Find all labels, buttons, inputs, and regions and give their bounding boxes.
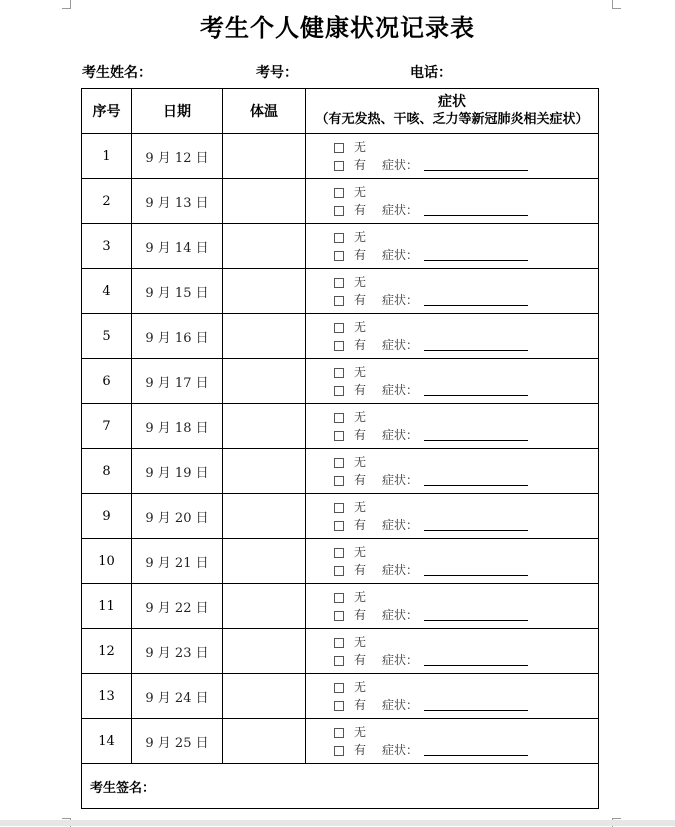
option-none-line bbox=[306, 273, 598, 291]
symptoms-cell bbox=[306, 674, 599, 719]
option-none-label: 无 bbox=[354, 275, 367, 289]
option-yes-line bbox=[306, 426, 598, 444]
option-none-label: 无 bbox=[354, 320, 367, 334]
option-yes-label: 有 bbox=[354, 743, 367, 757]
temperature-cell[interactable] bbox=[223, 404, 306, 449]
symptom-label: 症状： bbox=[382, 158, 419, 172]
checkbox-none[interactable] bbox=[334, 413, 344, 423]
header-num: 序号 bbox=[82, 89, 132, 134]
header-date: 日期 bbox=[132, 89, 223, 134]
checkbox-none[interactable] bbox=[334, 728, 344, 738]
checkbox-none[interactable] bbox=[334, 548, 344, 558]
row-date: 9 月 18 日 bbox=[132, 404, 223, 449]
option-none-line bbox=[306, 678, 598, 696]
checkbox-none[interactable] bbox=[334, 233, 344, 243]
option-yes-label: 有 bbox=[354, 428, 367, 442]
option-none-line bbox=[306, 498, 598, 516]
name-label: 考生姓名： bbox=[82, 65, 152, 81]
row-number: 1 bbox=[82, 134, 132, 179]
signature-row bbox=[82, 764, 599, 809]
checkbox-yes[interactable] bbox=[334, 611, 344, 621]
header-symptoms-title: 症状 bbox=[438, 94, 466, 110]
symptom-input-line[interactable] bbox=[424, 350, 528, 351]
option-none-label: 无 bbox=[354, 500, 367, 514]
symptoms-cell bbox=[306, 314, 599, 359]
option-none-label: 无 bbox=[354, 185, 367, 199]
option-none-label: 无 bbox=[354, 590, 367, 604]
row-number: 9 bbox=[82, 494, 132, 539]
temperature-cell[interactable] bbox=[223, 449, 306, 494]
symptom-label: 症状： bbox=[382, 248, 419, 262]
row-date: 9 月 16 日 bbox=[132, 314, 223, 359]
option-none-line bbox=[306, 453, 598, 471]
table-row bbox=[82, 179, 599, 224]
document-title: 考生个人健康状况记录表 bbox=[200, 13, 475, 42]
temperature-cell[interactable] bbox=[223, 224, 306, 269]
checkbox-none[interactable] bbox=[334, 323, 344, 333]
option-yes-line bbox=[306, 471, 598, 489]
option-none-label: 无 bbox=[354, 410, 367, 424]
option-yes-line bbox=[306, 381, 598, 399]
row-number: 7 bbox=[82, 404, 132, 449]
header-symptoms-subtitle: （有无发热、干咳、乏力等新冠肺炎相关症状） bbox=[315, 112, 589, 127]
symptom-label: 症状： bbox=[382, 293, 419, 307]
table-row bbox=[82, 494, 599, 539]
table-row bbox=[82, 584, 599, 629]
row-date: 9 月 13 日 bbox=[132, 179, 223, 224]
option-yes-label: 有 bbox=[354, 698, 367, 712]
option-yes-line bbox=[306, 336, 598, 354]
symptom-label: 症状： bbox=[382, 518, 419, 532]
row-number: 5 bbox=[82, 314, 132, 359]
symptoms-cell bbox=[306, 404, 599, 449]
symptoms-cell bbox=[306, 224, 599, 269]
row-number: 10 bbox=[82, 539, 132, 584]
checkbox-none[interactable] bbox=[334, 683, 344, 693]
row-number: 3 bbox=[82, 224, 132, 269]
table-row bbox=[82, 134, 599, 179]
symptoms-cell bbox=[306, 134, 599, 179]
option-yes-line bbox=[306, 246, 598, 264]
checkbox-yes[interactable] bbox=[334, 746, 344, 756]
option-none-label: 无 bbox=[354, 680, 367, 694]
checkbox-yes[interactable] bbox=[334, 656, 344, 666]
temperature-cell[interactable] bbox=[223, 674, 306, 719]
row-date: 9 月 12 日 bbox=[132, 134, 223, 179]
symptom-input-line[interactable] bbox=[424, 710, 528, 711]
table-row bbox=[82, 269, 599, 314]
row-date: 9 月 15 日 bbox=[132, 269, 223, 314]
option-yes-label: 有 bbox=[354, 563, 367, 577]
option-none-line bbox=[306, 228, 598, 246]
checkbox-none[interactable] bbox=[334, 503, 344, 513]
symptom-input-line[interactable] bbox=[424, 215, 528, 216]
temperature-cell[interactable] bbox=[223, 494, 306, 539]
option-yes-label: 有 bbox=[354, 338, 367, 352]
symptoms-cell bbox=[306, 584, 599, 629]
row-date: 9 月 21 日 bbox=[132, 539, 223, 584]
row-date: 9 月 19 日 bbox=[132, 449, 223, 494]
option-none-label: 无 bbox=[354, 365, 367, 379]
symptoms-cell bbox=[306, 269, 599, 314]
checkbox-yes[interactable] bbox=[334, 206, 344, 216]
option-yes-label: 有 bbox=[354, 203, 367, 217]
checkbox-none[interactable] bbox=[334, 458, 344, 468]
option-none-line bbox=[306, 363, 598, 381]
option-none-line bbox=[306, 723, 598, 741]
symptom-input-line[interactable] bbox=[424, 575, 528, 576]
symptom-label: 症状： bbox=[382, 563, 419, 577]
option-yes-label: 有 bbox=[354, 518, 367, 532]
checkbox-yes[interactable] bbox=[334, 431, 344, 441]
row-number: 8 bbox=[82, 449, 132, 494]
checkbox-yes[interactable] bbox=[334, 251, 344, 261]
checkbox-none[interactable] bbox=[334, 143, 344, 153]
row-number: 2 bbox=[82, 179, 132, 224]
symptom-input-line[interactable] bbox=[424, 260, 528, 261]
option-yes-line bbox=[306, 201, 598, 219]
symptom-label: 症状： bbox=[382, 653, 419, 667]
option-none-label: 无 bbox=[354, 455, 367, 469]
row-number: 6 bbox=[82, 359, 132, 404]
table-row bbox=[82, 449, 599, 494]
symptoms-cell bbox=[306, 494, 599, 539]
symptoms-cell bbox=[306, 179, 599, 224]
symptom-label: 症状： bbox=[382, 698, 419, 712]
temperature-cell[interactable] bbox=[223, 179, 306, 224]
checkbox-none[interactable] bbox=[334, 593, 344, 603]
symptoms-cell bbox=[306, 719, 599, 764]
header-symptoms bbox=[306, 89, 599, 134]
symptom-label: 症状： bbox=[382, 338, 419, 352]
row-date: 9 月 24 日 bbox=[132, 674, 223, 719]
symptom-label: 症状： bbox=[382, 743, 419, 757]
row-date: 9 月 25 日 bbox=[132, 719, 223, 764]
symptom-input-line[interactable] bbox=[424, 440, 528, 441]
health-record-table bbox=[81, 88, 599, 809]
checkbox-none[interactable] bbox=[334, 278, 344, 288]
symptoms-cell bbox=[306, 359, 599, 404]
option-none-line bbox=[306, 318, 598, 336]
option-yes-label: 有 bbox=[354, 653, 367, 667]
row-number: 4 bbox=[82, 269, 132, 314]
option-none-line bbox=[306, 183, 598, 201]
row-number: 13 bbox=[82, 674, 132, 719]
header-temp: 体温 bbox=[223, 89, 306, 134]
page-bottom-edge bbox=[0, 820, 675, 826]
table-row bbox=[82, 674, 599, 719]
option-yes-label: 有 bbox=[354, 158, 367, 172]
symptom-input-line[interactable] bbox=[424, 530, 528, 531]
symptom-label: 症状： bbox=[382, 428, 419, 442]
temperature-cell[interactable] bbox=[223, 629, 306, 674]
checkbox-yes[interactable] bbox=[334, 161, 344, 171]
symptom-input-line[interactable] bbox=[424, 755, 528, 756]
option-yes-line bbox=[306, 516, 598, 534]
symptom-input-line[interactable] bbox=[424, 170, 528, 171]
temperature-cell[interactable] bbox=[223, 719, 306, 764]
row-date: 9 月 23 日 bbox=[132, 629, 223, 674]
temperature-cell[interactable] bbox=[223, 269, 306, 314]
option-none-line bbox=[306, 408, 598, 426]
row-number: 14 bbox=[82, 719, 132, 764]
checkbox-none[interactable] bbox=[334, 638, 344, 648]
row-date: 9 月 14 日 bbox=[132, 224, 223, 269]
checkbox-yes[interactable] bbox=[334, 386, 344, 396]
checkbox-yes[interactable] bbox=[334, 296, 344, 306]
table-header-row bbox=[82, 89, 599, 134]
checkbox-yes[interactable] bbox=[334, 701, 344, 711]
row-date: 9 月 17 日 bbox=[132, 359, 223, 404]
option-none-label: 无 bbox=[354, 725, 367, 739]
checkbox-none[interactable] bbox=[334, 368, 344, 378]
checkbox-yes[interactable] bbox=[334, 566, 344, 576]
option-yes-line bbox=[306, 651, 598, 669]
table-row bbox=[82, 359, 599, 404]
option-yes-line bbox=[306, 606, 598, 624]
table-row bbox=[82, 404, 599, 449]
symptom-input-line[interactable] bbox=[424, 485, 528, 486]
table-row bbox=[82, 314, 599, 359]
symptom-input-line[interactable] bbox=[424, 305, 528, 306]
checkbox-yes[interactable] bbox=[334, 476, 344, 486]
symptom-input-line[interactable] bbox=[424, 395, 528, 396]
symptoms-cell bbox=[306, 629, 599, 674]
checkbox-yes[interactable] bbox=[334, 521, 344, 531]
symptom-input-line[interactable] bbox=[424, 620, 528, 621]
temperature-cell[interactable] bbox=[223, 359, 306, 404]
symptom-input-line[interactable] bbox=[424, 665, 528, 666]
option-none-label: 无 bbox=[354, 545, 367, 559]
option-none-line bbox=[306, 543, 598, 561]
row-date: 9 月 20 日 bbox=[132, 494, 223, 539]
option-none-line bbox=[306, 633, 598, 651]
signature-cell[interactable]: 考生签名： bbox=[82, 764, 599, 809]
symptom-label: 症状： bbox=[382, 203, 419, 217]
symptom-label: 症状： bbox=[382, 383, 419, 397]
temperature-cell[interactable] bbox=[223, 584, 306, 629]
row-number: 11 bbox=[82, 584, 132, 629]
temperature-cell[interactable] bbox=[223, 134, 306, 179]
symptoms-cell bbox=[306, 539, 599, 584]
row-date: 9 月 22 日 bbox=[132, 584, 223, 629]
option-none-label: 无 bbox=[354, 140, 367, 154]
option-none-label: 无 bbox=[354, 230, 367, 244]
table-row bbox=[82, 224, 599, 269]
option-yes-line bbox=[306, 741, 598, 759]
option-yes-line bbox=[306, 156, 598, 174]
option-yes-line bbox=[306, 291, 598, 309]
option-yes-line bbox=[306, 696, 598, 714]
row-number: 12 bbox=[82, 629, 132, 674]
temperature-cell[interactable] bbox=[223, 539, 306, 584]
option-none-label: 无 bbox=[354, 635, 367, 649]
symptom-label: 症状： bbox=[382, 473, 419, 487]
symptom-label: 症状： bbox=[382, 608, 419, 622]
option-yes-label: 有 bbox=[354, 383, 367, 397]
option-yes-label: 有 bbox=[354, 473, 367, 487]
option-yes-label: 有 bbox=[354, 248, 367, 262]
option-none-line bbox=[306, 138, 598, 156]
table-row bbox=[82, 539, 599, 584]
option-none-line bbox=[306, 588, 598, 606]
checkbox-yes[interactable] bbox=[334, 341, 344, 351]
exam-id-label: 考号： bbox=[256, 65, 298, 81]
phone-label: 电话： bbox=[410, 65, 452, 81]
option-yes-label: 有 bbox=[354, 293, 367, 307]
temperature-cell[interactable] bbox=[223, 314, 306, 359]
option-yes-line bbox=[306, 561, 598, 579]
table-row bbox=[82, 719, 599, 764]
table-row bbox=[82, 629, 599, 674]
checkbox-none[interactable] bbox=[334, 188, 344, 198]
symptoms-cell bbox=[306, 449, 599, 494]
option-yes-label: 有 bbox=[354, 608, 367, 622]
